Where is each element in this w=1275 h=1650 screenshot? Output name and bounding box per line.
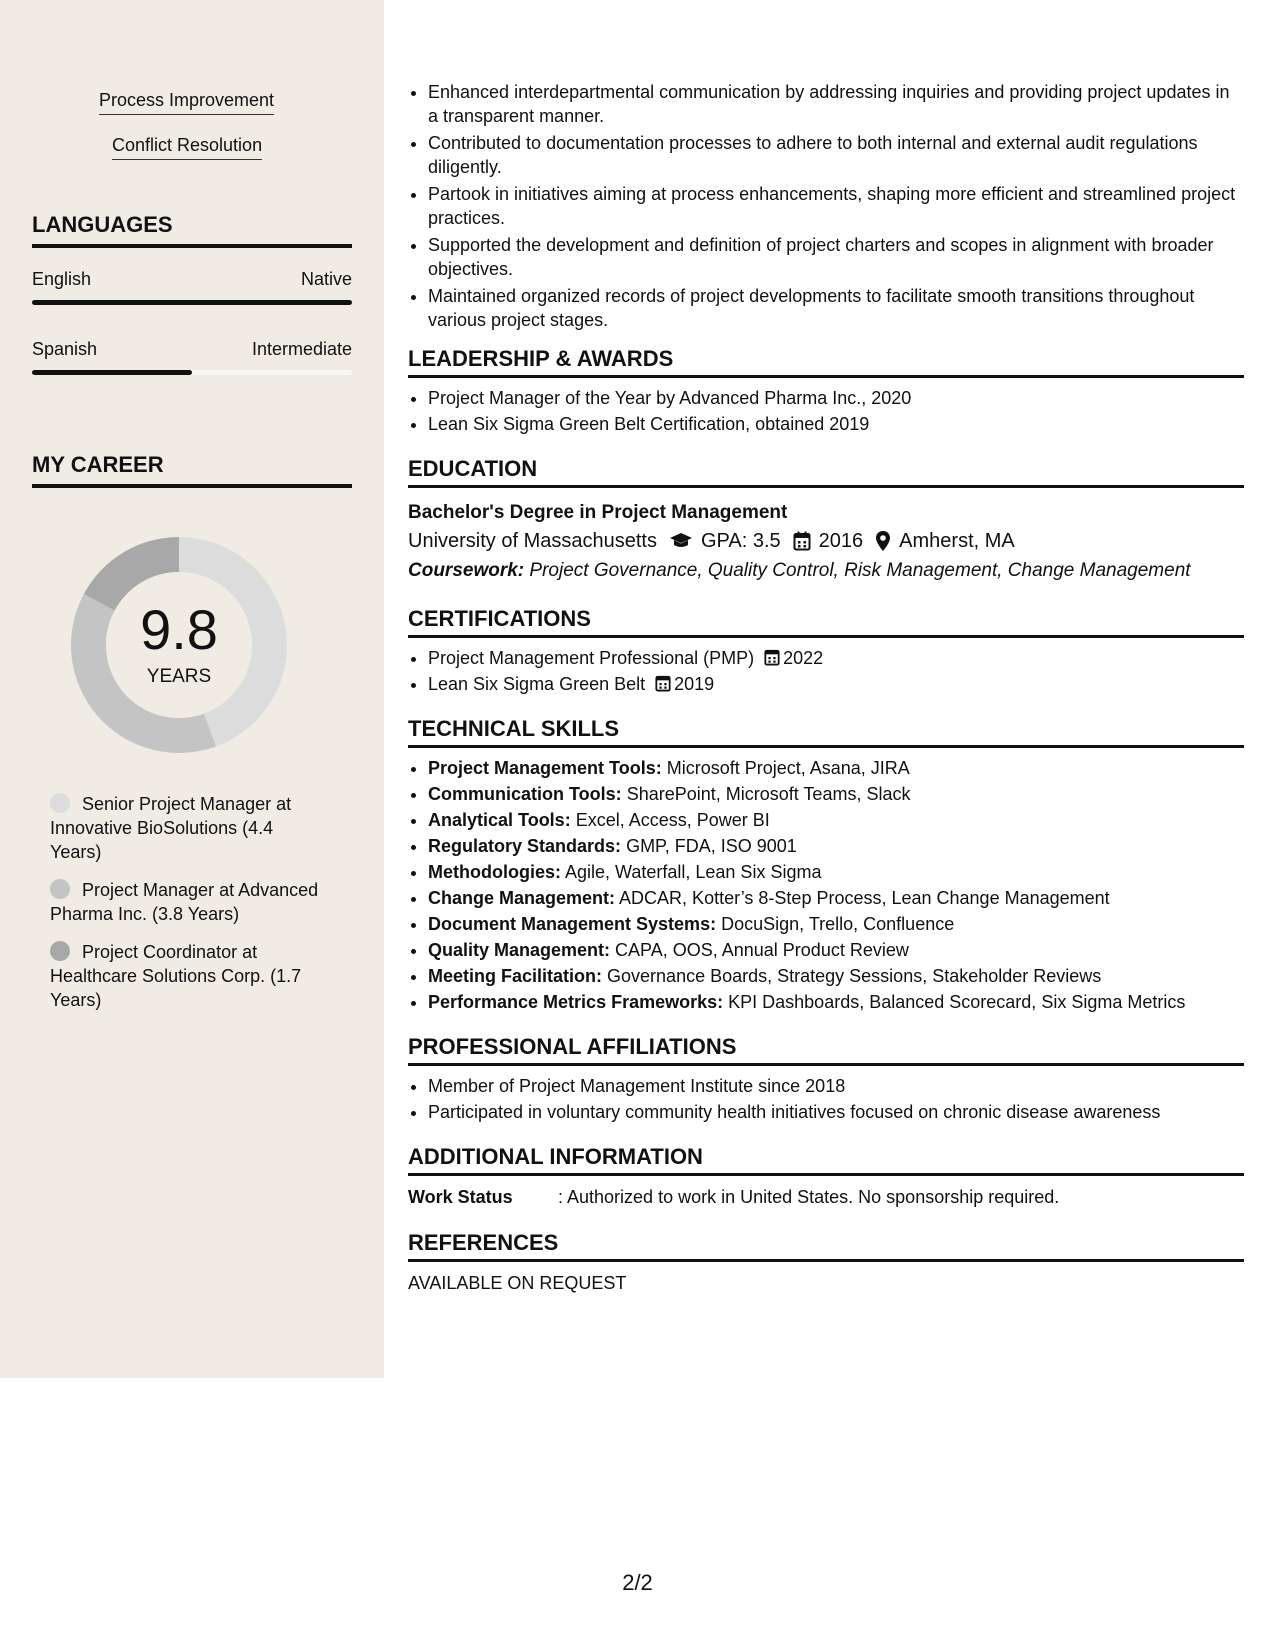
list-item: • Enhanced interdepartmental communication by addressing inquiries and providing project updates in a transparent manner. — [428, 80, 1244, 128]
career-item-text: Senior Project Manager at Innovative BioSolutions (4.4 Years) — [50, 794, 292, 862]
list-item — [428, 912, 1244, 936]
education-heading: EDUCATION — [408, 456, 1244, 488]
list-item: • Project Manager of the Year by Advanced Pharma Inc., 2020 — [428, 386, 1244, 410]
legend-dot — [50, 941, 70, 961]
list-item — [428, 756, 1244, 780]
languages-heading: LANGUAGES — [32, 212, 352, 248]
certification-year: 2022 — [783, 648, 824, 668]
education-details — [408, 526, 1244, 556]
skill-value: Excel, Access, Power BI — [575, 810, 770, 830]
degree-title: Bachelor's Degree in Project Management — [408, 502, 788, 523]
language-name: English — [32, 269, 92, 289]
skill-value: Agile, Waterfall, Lean Six Sigma — [565, 862, 822, 882]
skill-value: Microsoft Project, Asana, JIRA — [666, 758, 910, 778]
language-name: Spanish — [32, 339, 98, 359]
list-item: • Member of Project Management Institute since 2018 — [428, 1074, 1244, 1098]
skill-label: Methodologies: — [428, 862, 561, 882]
map-marker-icon — [875, 530, 891, 552]
leadership-heading: LEADERSHIP & AWARDS — [408, 346, 1244, 378]
references-heading: REFERENCES — [408, 1230, 1244, 1262]
skill-label: Change Management: — [428, 888, 616, 908]
certification-year: 2019 — [674, 674, 715, 694]
list-item — [428, 646, 1244, 670]
leadership-list — [408, 386, 1244, 436]
certifications-heading: CERTIFICATIONS — [408, 606, 1244, 638]
list-item — [428, 990, 1244, 1014]
affiliations-heading: PROFESSIONAL AFFILIATIONS — [408, 1034, 1244, 1066]
list-item: • Partook in initiatives aiming at process enhancements, shaping more efficient and streamlined project practices. — [428, 182, 1244, 230]
list-item — [428, 834, 1244, 858]
career-item-text: Project Manager at Advanced Pharma Inc. (3.8 Years) — [50, 880, 319, 924]
career-item-text: Project Coordinator at Healthcare Solutions Corp. (1.7 Years) — [50, 942, 302, 1010]
coursework-label: Coursework: — [408, 560, 525, 581]
career-total-unit: YEARS — [146, 666, 212, 687]
list-item — [428, 808, 1244, 832]
skill-process-improvement: Process Improvement — [99, 90, 274, 115]
language-level: Intermediate — [251, 339, 352, 359]
career-total-years: 9.8 — [140, 598, 218, 661]
skill-value: CAPA, OOS, Annual Product Review — [615, 940, 909, 960]
legend-dot — [50, 879, 70, 899]
graduation-year: 2016 — [818, 530, 864, 552]
technical-skills-list — [408, 756, 1244, 1014]
list-item: • Participated in voluntary community health initiatives focused on chronic disease awareness — [428, 1100, 1244, 1124]
list-item — [428, 938, 1244, 962]
calendar-icon — [655, 674, 671, 692]
list-item — [428, 964, 1244, 988]
career-legend — [50, 792, 320, 1026]
list-item: • Maintained organized records of project developments to facilitate smooth transitions throughout various project stages. — [428, 284, 1244, 332]
list-item: • Lean Six Sigma Green Belt Certification, obtained 2019 — [428, 412, 1244, 436]
experience-bullets — [408, 80, 1244, 332]
main-content — [408, 80, 1244, 1296]
calendar-icon — [764, 648, 780, 666]
legend-dot — [50, 793, 70, 813]
career-item — [50, 940, 320, 1012]
list-item — [428, 860, 1244, 884]
language-bar-english — [32, 300, 352, 305]
calendar-icon — [793, 531, 811, 551]
skill-value: DocuSign, Trello, Confluence — [721, 914, 955, 934]
work-status-value: : Authorized to work in United States. No sponsorship required. — [558, 1187, 1060, 1207]
language-bar-fill — [32, 370, 192, 375]
certification-name: Lean Six Sigma Green Belt — [428, 674, 646, 694]
certifications-list — [408, 646, 1244, 696]
skill-label: Regulatory Standards: — [428, 836, 622, 856]
additional-info-heading: ADDITIONAL INFORMATION — [408, 1144, 1244, 1176]
language-level: Native — [300, 269, 352, 289]
references-text: AVAILABLE ON REQUEST — [408, 1273, 627, 1293]
technical-skills-heading: TECHNICAL SKILLS — [408, 716, 1244, 748]
language-bar-spanish — [32, 370, 352, 375]
skill-label: Document Management Systems: — [428, 914, 717, 934]
list-item: • Supported the development and definition of project charters and scopes in alignment with broader objectives. — [428, 233, 1244, 281]
skill-label: Quality Management: — [428, 940, 611, 960]
skill-value: GMP, FDA, ISO 9001 — [626, 836, 797, 856]
list-item — [428, 886, 1244, 910]
career-heading: MY CAREER — [32, 452, 352, 488]
certification-name: Project Management Professional (PMP) — [428, 648, 755, 668]
career-item — [50, 878, 320, 926]
work-status-label: Work Status — [408, 1187, 513, 1207]
skill-label: Analytical Tools: — [428, 810, 571, 830]
skill-conflict-resolution: Conflict Resolution — [112, 135, 262, 160]
skill-value: KPI Dashboards, Balanced Scorecard, Six Sigma Metrics — [728, 992, 1186, 1012]
page-number: 2/2 — [622, 1570, 653, 1595]
language-row-spanish — [32, 339, 352, 360]
coursework — [408, 556, 1244, 586]
skill-label: Project Management Tools: — [428, 758, 662, 778]
affiliations-list — [408, 1074, 1244, 1124]
school-name: University of Massachusetts — [408, 530, 657, 552]
work-status-row — [408, 1184, 1244, 1210]
skill-value: Governance Boards, Strategy Sessions, Stakeholder Reviews — [607, 966, 1102, 986]
education-location: Amherst, MA — [899, 530, 1015, 552]
career-item — [50, 792, 320, 864]
skill-value: SharePoint, Microsoft Teams, Slack — [626, 784, 911, 804]
list-item: • Contributed to documentation processes to adhere to both internal and external audit regulations diligently. — [428, 131, 1244, 179]
list-item — [428, 672, 1244, 696]
skill-label: Performance Metrics Frameworks: — [428, 992, 724, 1012]
language-bar-fill — [32, 300, 352, 305]
coursework-text: Project Governance, Quality Control, Risk Management, Change Management — [529, 560, 1191, 581]
skill-label: Communication Tools: — [428, 784, 622, 804]
language-row-english — [32, 269, 352, 290]
skill-label: Meeting Facilitation: — [428, 966, 603, 986]
graduation-cap-icon — [669, 532, 693, 550]
gpa: GPA: 3.5 — [700, 530, 781, 552]
sidebar — [0, 0, 384, 1378]
skill-value: ADCAR, Kotter’s 8-Step Process, Lean Change Management — [619, 888, 1110, 908]
list-item — [428, 782, 1244, 806]
